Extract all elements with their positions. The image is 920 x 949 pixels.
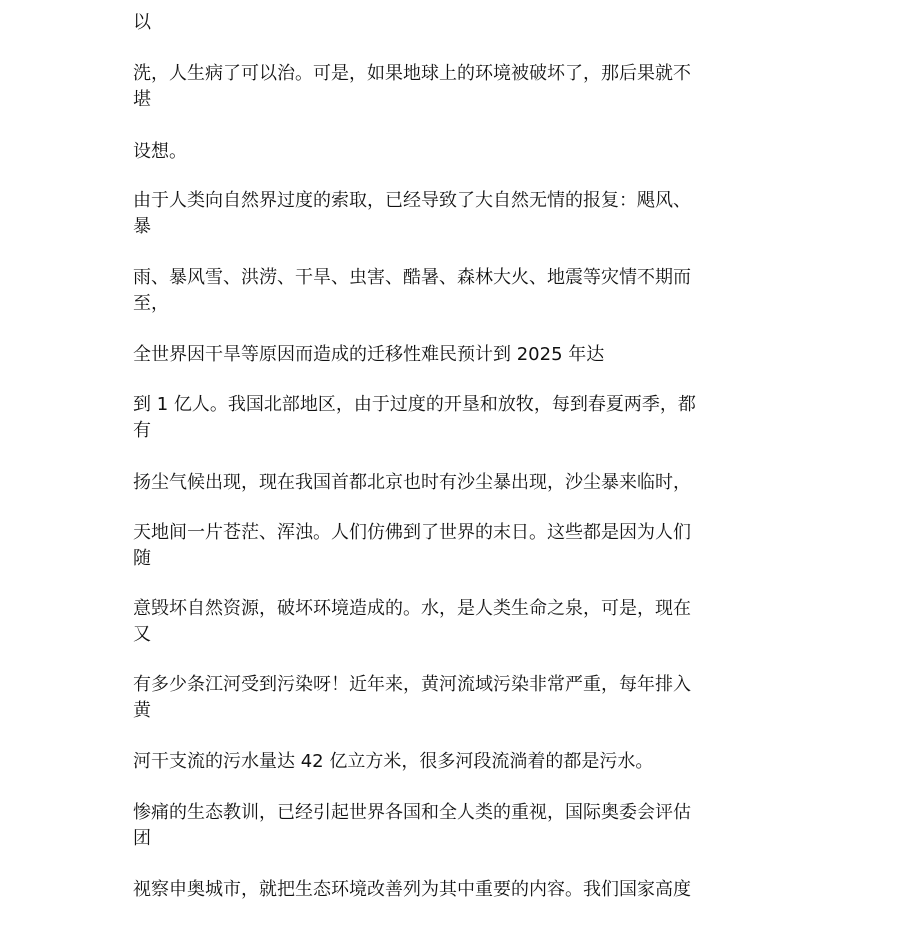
paragraph-line-4: 由于人类向自然界过度的索取，已经导致了大自然无情的报复：飓风、 暴 (133, 190, 691, 237)
paragraph-line-12: 河干支流的污水量达 42 亿立方米，很多河段流淌着的都是污水。 (133, 751, 654, 772)
paragraph-line-13: 惨痛的生态教训，已经引起世界各国和全人类的重视，国际奥委会评估 团 (133, 802, 691, 849)
paragraph-line-3: 设想。 (133, 141, 187, 162)
paragraph-line-1: 以 (133, 12, 151, 33)
paragraph-line-2: 洗，人生病了可以治。可是，如果地球上的环境被破坏了，那后果就不 堪 (133, 63, 691, 110)
paragraph-line-14: 视察申奥城市，就把生态环境改善列为其中重要的内容。我们国家高度 (133, 879, 691, 900)
paragraph-line-11: 有多少条江河受到污染呀！近年来，黄河流域污染非常严重，每年排入 黄 (133, 674, 691, 721)
paragraph-line-7: 到 1 亿人。我国北部地区，由于过度的开垦和放牧，每到春夏两季，都 有 (133, 394, 696, 441)
paragraph-line-6: 全世界因干旱等原因而造成的迁移性难民预计到 2025 年达 (133, 344, 605, 365)
paragraph-line-8: 扬尘气候出现，现在我国首都北京也时有沙尘暴出现，沙尘暴来临时， (133, 472, 691, 493)
paragraph-line-5: 雨、暴风雪、洪涝、干旱、虫害、酷暑、森林大火、地震等灾情不期而 至， (133, 267, 691, 314)
paragraph-line-9: 天地间一片苍茫、浑浊。人们仿佛到了世界的末日。这些都是因为人们 随 (133, 522, 691, 569)
paragraph-line-10: 意毁坏自然资源，破坏环境造成的。水，是人类生命之泉，可是，现在 又 (133, 598, 691, 645)
